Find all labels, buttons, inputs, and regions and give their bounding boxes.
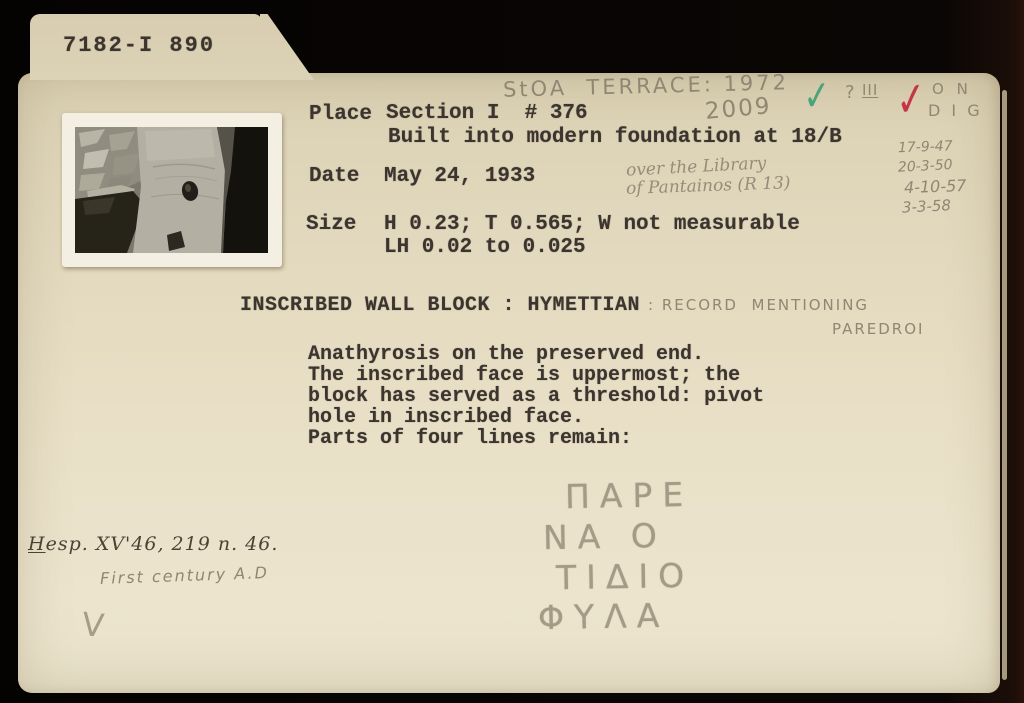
inscription-line: ΝΑ Ο	[542, 515, 668, 558]
place-value-line2: Built into modern foundation at 18/B	[388, 126, 842, 149]
hesperia-reference-lead: H	[28, 533, 46, 555]
card-behind-edge	[1002, 90, 1007, 680]
record-mentioning-note: : RECORD MENTIONING	[648, 296, 870, 314]
size-value-line2: LH 0.02 to 0.025	[384, 236, 586, 259]
place-value: Section I # 376	[386, 102, 588, 125]
dig-note: D I G	[928, 101, 983, 120]
stone-block-photo-art	[75, 127, 268, 253]
card-tab-slope	[260, 14, 314, 80]
size-value-line1: H 0.23; T 0.565; W not measurable	[384, 213, 800, 236]
photo-frame	[62, 113, 282, 267]
visit-dates-column	[898, 139, 966, 216]
tally-iii-note: III	[862, 81, 879, 99]
visit-date: 17-9-47	[897, 138, 953, 157]
inscription-line: ΦΥΛΑ	[537, 595, 670, 638]
stoa-terrace-note: StOA TERRACE: 1972	[502, 70, 790, 102]
visit-date: 20-3-50	[897, 156, 953, 176]
library-note-line2: of Pantainos (R 13)	[625, 173, 791, 199]
excavation-photo	[75, 127, 268, 253]
description-line: The inscribed face is uppermost; the	[308, 364, 741, 387]
description-line: Parts of four lines remain:	[308, 427, 633, 450]
question-mark-note: ?	[845, 82, 855, 103]
size-label: Size	[306, 213, 357, 236]
paredroi-note: PAREDROI	[832, 320, 925, 338]
inscription-line: ΠΑΡΕ	[564, 474, 694, 517]
date-value: May 24, 1933	[384, 165, 536, 188]
visit-date: 4-10-57	[903, 175, 967, 198]
description-line: Anathyrosis on the preserved end.	[308, 343, 705, 366]
place-label: Place	[309, 103, 373, 126]
date-label: Date	[309, 165, 360, 188]
visit-date: 3-3-58	[901, 196, 952, 217]
inscription-line: ΤΙΔΙΟ	[555, 555, 695, 598]
library-note-line1: over the Library	[625, 153, 767, 181]
first-century-note: First century A.D	[99, 563, 270, 588]
on-note: O N	[932, 80, 972, 98]
green-checkmark: ✓	[801, 69, 832, 122]
year-2009-note: 2009	[703, 93, 773, 125]
description-line: hole in inscribed face.	[308, 406, 585, 429]
hesperia-reference-rest: esp. XV'46, 219 n. 46.	[45, 533, 279, 555]
bottom-v-checkmark: V	[80, 604, 106, 646]
hesperia-reference	[28, 533, 278, 555]
inventory-number: 7182-I 890	[63, 33, 216, 58]
description-paragraph	[308, 344, 764, 449]
object-title: INSCRIBED WALL BLOCK : HYMETTIAN	[240, 294, 641, 317]
red-checkmark: ✓	[893, 71, 929, 130]
description-line: block has served as a threshold: pivot	[308, 385, 765, 408]
